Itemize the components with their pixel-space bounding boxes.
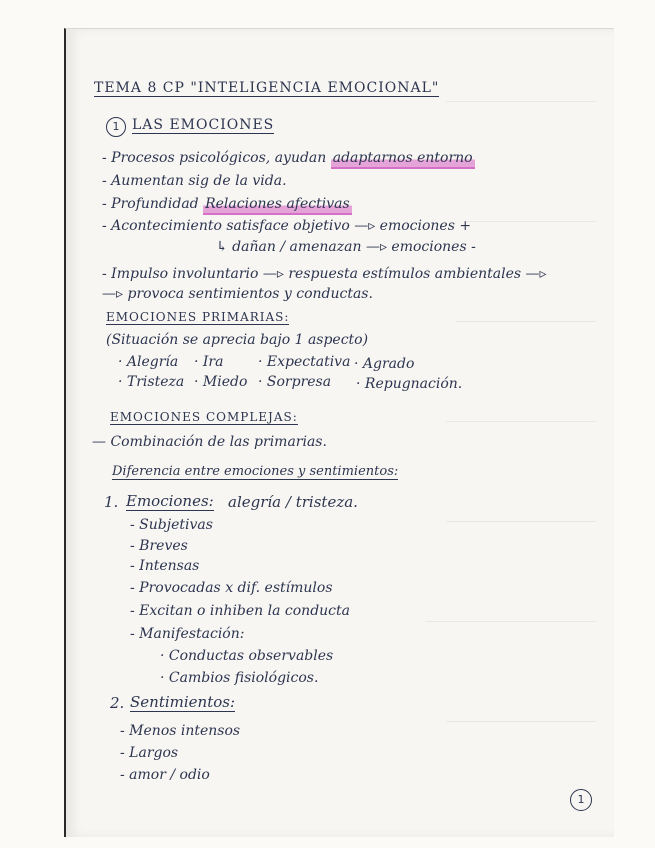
primarias-subtitle: (Situación se aprecia bajo 1 aspecto) <box>106 332 369 348</box>
emociones-example: alegría / tristeza. <box>228 493 358 511</box>
highlighted-text: adaptarnos entorno <box>331 150 475 169</box>
section-heading: LAS EMOCIONES <box>132 117 275 133</box>
bleed-through <box>426 621 596 622</box>
bleed-through <box>446 101 596 102</box>
emociones-item: - Excitan o inhiben la conducta <box>130 603 350 619</box>
complejas-heading: EMOCIONES COMPLEJAS: <box>110 410 298 424</box>
primary-emotion: · Tristeza <box>118 374 185 390</box>
emociones-item: - Provocadas x dif. estímulos <box>130 580 333 596</box>
diferencia-heading: Diferencia entre emociones y sentimientos: <box>112 464 399 479</box>
bullet-acontecimiento-cont: ↳ dañan / amenazan —▹ emociones - <box>216 239 476 255</box>
primary-emotion: · Miedo <box>194 374 248 390</box>
primary-emotion: · Alegría <box>118 354 179 370</box>
bleed-through <box>446 521 596 522</box>
bullet-acontecimiento: - Acontecimiento satisface objetivo —▹ emociones + <box>102 218 472 234</box>
page-title: TEMA 8 CP "INTELIGENCIA EMOCIONAL" <box>94 80 440 96</box>
emociones-item: - Subjetivas <box>130 517 213 533</box>
manifestacion-item: · Cambios fisiológicos. <box>160 670 319 686</box>
bullet-text: - Procesos psicológicos, ayudan <box>102 150 331 166</box>
bullet-text: - Profundidad <box>102 196 204 212</box>
primary-emotion: · Expectativa <box>258 354 351 370</box>
bleed-through <box>446 721 596 722</box>
sentimientos-number: 2. <box>110 694 125 712</box>
manifestacion-item: · Conductas observables <box>160 648 334 664</box>
page-number: 1 <box>570 789 592 811</box>
bullet-impulso-cont: —▹ provoca sentimientos y conductas. <box>102 286 373 302</box>
section-number-circle: 1 <box>106 117 126 137</box>
bleed-through <box>466 221 596 222</box>
emociones-item: - Breves <box>130 538 188 554</box>
primary-emotion: · Ira <box>194 354 224 370</box>
primary-emotion: · Agrado <box>354 356 415 372</box>
sentimientos-item: - Largos <box>120 745 179 761</box>
primary-emotion: · Sorpresa <box>258 374 332 390</box>
primarias-heading: EMOCIONES PRIMARIAS: <box>106 310 290 324</box>
primary-emotion: · Repugnación. <box>356 376 463 392</box>
emociones-number: 1. <box>104 493 119 511</box>
sentimientos-item: - Menos intensos <box>120 723 241 739</box>
emociones-item: - Manifestación: <box>130 626 245 642</box>
highlighted-text: Relaciones afectivas <box>203 196 352 215</box>
bullet-procesos <box>102 151 475 165</box>
bullet-impulso: - Impulso involuntario —▹ respuesta estímulos ambientales —▹ <box>102 266 547 282</box>
emociones-item: - Intensas <box>130 558 200 574</box>
bullet-profundidad <box>102 197 352 211</box>
bullet-aumentan: - Aumentan sig de la vida. <box>102 173 287 189</box>
sentimientos-item: - amor / odio <box>120 767 210 783</box>
bleed-through <box>446 421 596 422</box>
bleed-through <box>456 321 596 322</box>
emociones-label: Emociones: <box>126 492 214 510</box>
sentimientos-label: Sentimientos: <box>130 693 236 711</box>
notebook-page <box>64 28 614 837</box>
complejas-item: — Combinación de las primarias. <box>92 434 327 450</box>
